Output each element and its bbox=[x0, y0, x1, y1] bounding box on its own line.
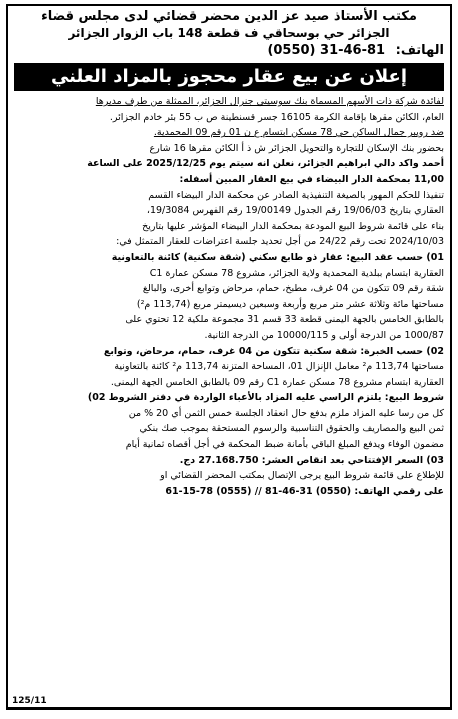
body-line: العقارية ابتسام مشروع 78 مسكن عمارة C1 رقم 09 بالطابق الخامس الجهة اليمنى. bbox=[110, 376, 444, 388]
body-line: أحمد واكد دالي ابراهيم الجزائر، نعلن انه سيتم يوم 2025/12/25 على الساعة bbox=[87, 158, 444, 170]
body-line: 11,00 بمحكمة الدار البيضاء في بيع العقار المبين أسفله: bbox=[179, 173, 444, 185]
body-line: شقة رقم 09 تتكون من 04 غرف، مطبخ، حمام، مرحاض وتوابع أخرى، والبالغ bbox=[142, 283, 444, 295]
body-line: ضد رويبر جمال الساكن حي 78 مسكن ابتسام ع ن 01 رقم 09 المحمدية. bbox=[153, 127, 444, 139]
body-line: العقارية ابتسام ببلدية المحمدية ولاية الجزائر، مشروع 78 مسكن عمارة C1 bbox=[149, 267, 444, 279]
body-line: ثمن البيع والمصاريف والحقوق التناسبية والرسوم المستحقة بموجب صك بنكي bbox=[139, 423, 444, 435]
phone-number: (0550) 31-46-81 bbox=[267, 43, 386, 58]
body-line: شروط البيع: يلتزم الراسي عليه المزاد بالأعباء الواردة في دفتر الشروط 02) bbox=[87, 392, 444, 404]
body-line: العقاري بتاريخ 19/06/03 رقم الجدول 19/00149 رقم الفهرس 19/3084، bbox=[146, 205, 444, 217]
body-line: لفائدة شركة ذات الأسهم المسماة بنك سوسيتي جنرال الجزائر، الممثلة من طرف مديرها bbox=[95, 96, 444, 107]
body-line: 01) حسب عقد البيع: عقار ذو طابع سكني (شقة سكنية) كائنة بالتعاونية bbox=[111, 251, 444, 263]
notice-page bbox=[6, 4, 452, 710]
body-line: مساحتها مائة وثلاثة عشر متر مربع وأربعة وسبعين ديسيمتر مربع (113,74 م²) bbox=[136, 298, 444, 310]
body-line: 2024/10/03 تحت رقم 24/22 من أجل تحديد جلسة اعتراضات للعقار المتمثل في: bbox=[116, 236, 444, 248]
body-line: مضمون الوفاء ويدفع المبلغ الباقي بأمانة ضبط المحكمة في أجل أقصاه ثمانية أيام bbox=[125, 439, 444, 451]
body-line: على رقمي الهاتف: (0550) 31-46-81 // (0555) 78-15-61 bbox=[165, 485, 444, 497]
office-phone bbox=[14, 42, 444, 60]
body-line: بالطابق الخامس بالجهة اليمنى قطعة 33 قسم 31 مجموعة ملكية 12 تحتوي على bbox=[125, 314, 444, 326]
body-line: 02) حسب الخبرة: شقة سكنية تتكون من 04 غرف، حمام، مرحاض، وتوابع bbox=[103, 345, 444, 357]
office-address: الجزائر حي بوسحاقي ف قطعة 148 باب الزوار الجزائر bbox=[68, 26, 390, 40]
body-line: 1000/87 من الدرجة أولى و 10000/115 من الدرجة الثانية. bbox=[204, 329, 444, 341]
notice-content bbox=[8, 6, 450, 499]
body-line: بحضور بنك الإسكان للتجارة والتحويل الجزائر ش ذ أ الكائن مقرها 16 شارع bbox=[149, 142, 444, 154]
body-line: تنفيذا للحكم المهور بالصيغة التنفيذية الصادر عن محكمة الدار البيضاء القسم bbox=[148, 189, 444, 201]
office-name: مكتب الأستاذ صيد عز الدين محضر قضائي لدى مجلس قضاء bbox=[41, 9, 417, 24]
phone-label: الهاتف: bbox=[395, 43, 444, 58]
body-line: 03) السعر الإفتتاحي بعد انقاص العشر: 27.168.750 دج. bbox=[179, 454, 444, 466]
body-line: بناء على قائمة شروط البيع المودعة بمحكمة الدار البيضاء المؤشر عليها بتاريخ bbox=[142, 220, 444, 232]
reference-number: 125/11 bbox=[12, 696, 47, 706]
body-line: كل من رسا عليه المزاد ملزم بدفع حال انعقاد الجلسة خمس الثمن أي 20 % من bbox=[128, 407, 444, 419]
body-line: العام، الكائن مقرها بإقامة الكرمة 16105 جسر قسنطينة ص ب 55 بئر خادم الجزائر. bbox=[109, 111, 444, 123]
body-line: للإطلاع على قائمة شروط البيع يرجى الإتصال بمكتب المحضر القضائي او bbox=[160, 470, 444, 482]
footer bbox=[8, 707, 450, 708]
footer-divider bbox=[8, 707, 450, 708]
body-line: مساحتها 113,74 م² معامل الإنزال 01، المساحة المتزنة 113,74 م² كائنة بالتعاونية bbox=[114, 361, 444, 373]
notice-title-banner: إعلان عن بيع عقار محجوز بالمزاد العلني bbox=[14, 63, 444, 91]
